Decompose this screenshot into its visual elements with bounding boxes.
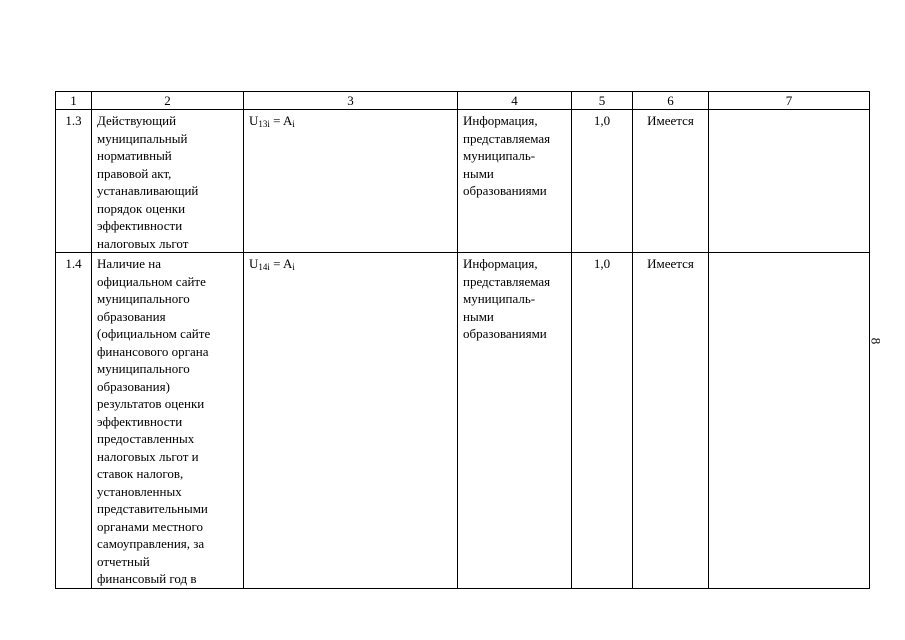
data-source: Информация, представляемая муниципаль- ными образованиями bbox=[458, 253, 572, 589]
indicator-name: Действующий муниципальный нормативный правовой акт, устанавливающий порядок оценки эффективности налоговых льгот bbox=[92, 110, 244, 253]
row-number: 1.4 bbox=[56, 253, 92, 589]
formula-equals: = A bbox=[269, 256, 293, 271]
row-number: 1.3 bbox=[56, 110, 92, 253]
formula-equals: = A bbox=[269, 113, 293, 128]
header-cell-7: 7 bbox=[709, 92, 870, 110]
formula-base: U bbox=[249, 113, 259, 128]
indicator-value: Имеется bbox=[633, 253, 709, 589]
criteria-table bbox=[55, 91, 870, 589]
header-cell-6: 6 bbox=[633, 92, 709, 110]
weight-coefficient: 1,0 bbox=[572, 110, 633, 253]
formula bbox=[244, 110, 458, 253]
formula-base: U bbox=[249, 256, 259, 271]
table-row bbox=[56, 253, 870, 589]
header-cell-1: 1 bbox=[56, 92, 92, 110]
note-cell bbox=[709, 110, 870, 253]
header-cell-2: 2 bbox=[92, 92, 244, 110]
table-header-row bbox=[56, 92, 870, 110]
formula-subscript: 13i bbox=[258, 119, 270, 129]
data-source: Информация, представляемая муниципаль- ными образованиями bbox=[458, 110, 572, 253]
table-row bbox=[56, 110, 870, 253]
indicator-name: Наличие на официальном сайте муниципального образования (официальном сайте финансового органа муниципального образования) результатов оценки эффективности предоставленных налоговых льгот и ставок налогов, установленных представительными органами местного самоуправления, за отчетный финансовый год в bbox=[92, 253, 244, 589]
indicator-value: Имеется bbox=[633, 110, 709, 253]
header-cell-5: 5 bbox=[572, 92, 633, 110]
header-cell-3: 3 bbox=[244, 92, 458, 110]
formula bbox=[244, 253, 458, 589]
formula-subscript: 14i bbox=[258, 262, 270, 272]
formula-variable: i bbox=[292, 262, 295, 272]
page-number: 8 bbox=[868, 337, 884, 345]
formula-variable: i bbox=[292, 119, 295, 129]
header-cell-4: 4 bbox=[458, 92, 572, 110]
weight-coefficient: 1,0 bbox=[572, 253, 633, 589]
note-cell bbox=[709, 253, 870, 589]
